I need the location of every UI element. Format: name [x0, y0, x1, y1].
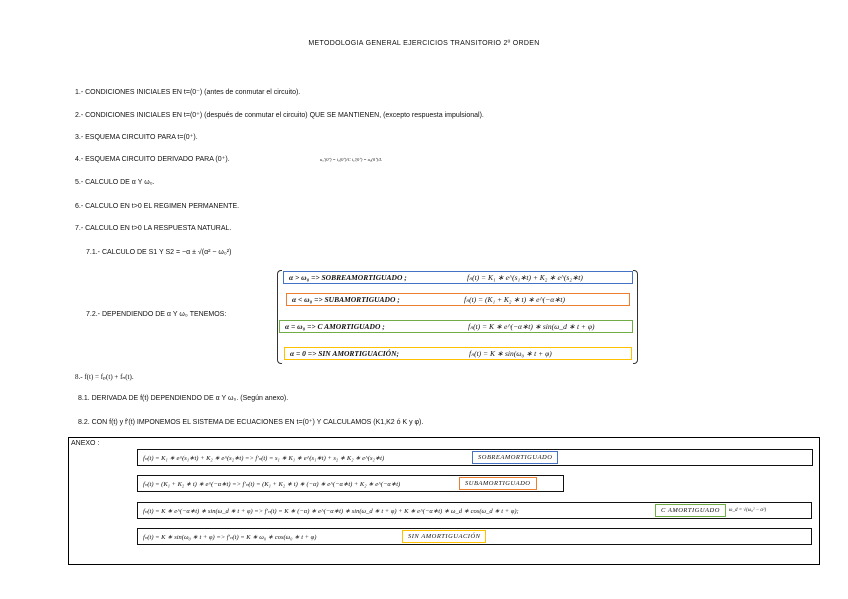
- annex-row-critical: [137, 502, 812, 519]
- case-overdamped-formula: fₙ(t) = K₁ ∗ e^(s₁∗t) + K₂ ∗ e^(s₂∗t): [467, 273, 583, 282]
- page-title: METODOLOGIA GENERAL EJERCICIOS TRANSITORIO 2º ORDEN: [308, 40, 540, 47]
- case-underdamped: [286, 293, 630, 306]
- case-critical-cond: α = ω₀ => C AMORTIGUADO ;: [285, 322, 385, 331]
- annex-row-undamped-label: SIN AMORTIGUACIÓN: [402, 530, 486, 543]
- step-7: 7.- CALCULO EN t>0 LA RESPUESTA NATURAL.: [75, 225, 232, 232]
- annex-row-underdamped-formula: fₙ(t) = (K₁ + K₂ ∗ t) ∗ e^(−α∗t) => f'ₙ(t) = (K₁ + K₂ ∗ t) ∗ (−α) ∗ e^(−α∗t) + K₂ ∗ e^(−α∗t): [143, 480, 401, 488]
- case-underdamped-cond: α < ω₀ => SUBAMORTIGUADO ;: [292, 295, 400, 304]
- step-2: 2.- CONDICIONES INICIALES EN t=(0⁺) (después de conmutar el circuito) QUE SE MANTIENEN, (excepto respuesta impulsional).: [75, 112, 484, 119]
- annex-row-overdamped: [137, 449, 813, 466]
- step-4-formula: u꜀'(0⁺) = i꜀(0⁺)/C i꜀'(0⁺) = u꜀(0⁺)/L: [320, 157, 382, 162]
- case-undamped-formula: fₙ(t) = K ∗ sin(ω₀ ∗ t + φ): [469, 349, 552, 358]
- step-5: 5.- CALCULO DE α Y ω₀.: [75, 179, 155, 186]
- step-6: 6.- CALCULO EN t>0 EL REGIMEN PERMANENTE.: [75, 203, 240, 210]
- left-brace: [277, 270, 282, 364]
- step-8: 8.- f(t) = fₚ(t) + fₙ(t).: [75, 373, 134, 381]
- step-3: 3.- ESQUEMA CIRCUITO PARA t=(0⁺).: [75, 134, 198, 141]
- case-overdamped: [283, 271, 633, 284]
- case-underdamped-formula: fₙ(t) = (K₁ + K₂ ∗ t) ∗ e^(−α∗t): [464, 295, 565, 304]
- annex-row-undamped: [137, 528, 812, 545]
- annex-row-underdamped: [137, 475, 564, 492]
- annex-row-critical-label: C AMORTIGUADO: [655, 504, 726, 517]
- step-8-2: 8.2. CON f(t) y f'(t) IMPONEMOS EL SISTEMA DE ECUACIONES EN t=(0⁺) Y CALCULAMOS (K1,K2 ó K y φ).: [78, 419, 424, 426]
- annex-row-underdamped-label: SUBAMORTIGUADO: [459, 477, 537, 490]
- case-overdamped-cond: α > ω₀ => SOBREAMORTIGUADO ;: [289, 273, 407, 282]
- annex-row-overdamped-formula: fₙ(t) = K₁ ∗ e^(s₁∗t) + K₂ ∗ e^(s₂∗t) => f'ₙ(t) = s₁ ∗ K₁ ∗ e^(s₁∗t) + s₂ ∗ K₂ ∗ e^(s₂∗t): [143, 454, 385, 462]
- step-1: 1.- CONDICIONES INICIALES EN t=(0⁻) (antes de conmutar el circuito).: [75, 89, 301, 96]
- annex-title: ANEXO :: [71, 440, 100, 447]
- annex-row-critical-formula: fₙ(t) = K ∗ e^(−α∗t) ∗ sin(ω_d ∗ t + φ) => f'ₙ(t) = K ∗ (−α) ∗ e^(−α∗t) ∗ sin(ω_d ∗ t + φ) + K ∗ e^(−α∗t) ∗ ω_d ∗ cos(ω_d ∗ t + φ);: [143, 507, 519, 515]
- annex-row-critical-extra: ω_d = √(ω₀² − α²): [728, 508, 767, 513]
- case-undamped-cond: α = 0 => SIN AMORTIGUACIÓN;: [290, 349, 399, 358]
- step-4: 4.- ESQUEMA CIRCUITO DERIVADO PARA (0⁺).: [75, 156, 230, 163]
- right-brace: [633, 270, 638, 364]
- annex-row-overdamped-label: SOBREAMORTIGUADO: [472, 451, 558, 464]
- step-7-1: 7.1.- CALCULO DE S1 Y S2 = −α ± √(α² − ω₀²): [86, 249, 232, 256]
- annex-row-undamped-formula: fₙ(t) = K ∗ sin(ω₀ ∗ t + φ) => f'ₙ(t) = K ∗ ω₀ ∗ cos(ω₀ ∗ t + φ): [143, 533, 317, 541]
- step-7-2: 7.2.- DEPENDIENDO DE α Y ω₀ TENEMOS:: [86, 311, 227, 318]
- step-8-1: 8.1. DERIVADA DE f(t) DEPENDIENDO DE α Y ω₀. (Según anexo).: [78, 395, 289, 402]
- case-undamped: [284, 347, 632, 360]
- case-critical-formula: fₙ(t) = K ∗ e^(−α∗t) ∗ sin(ω_d ∗ t + φ): [468, 322, 595, 331]
- case-critical: [279, 320, 633, 333]
